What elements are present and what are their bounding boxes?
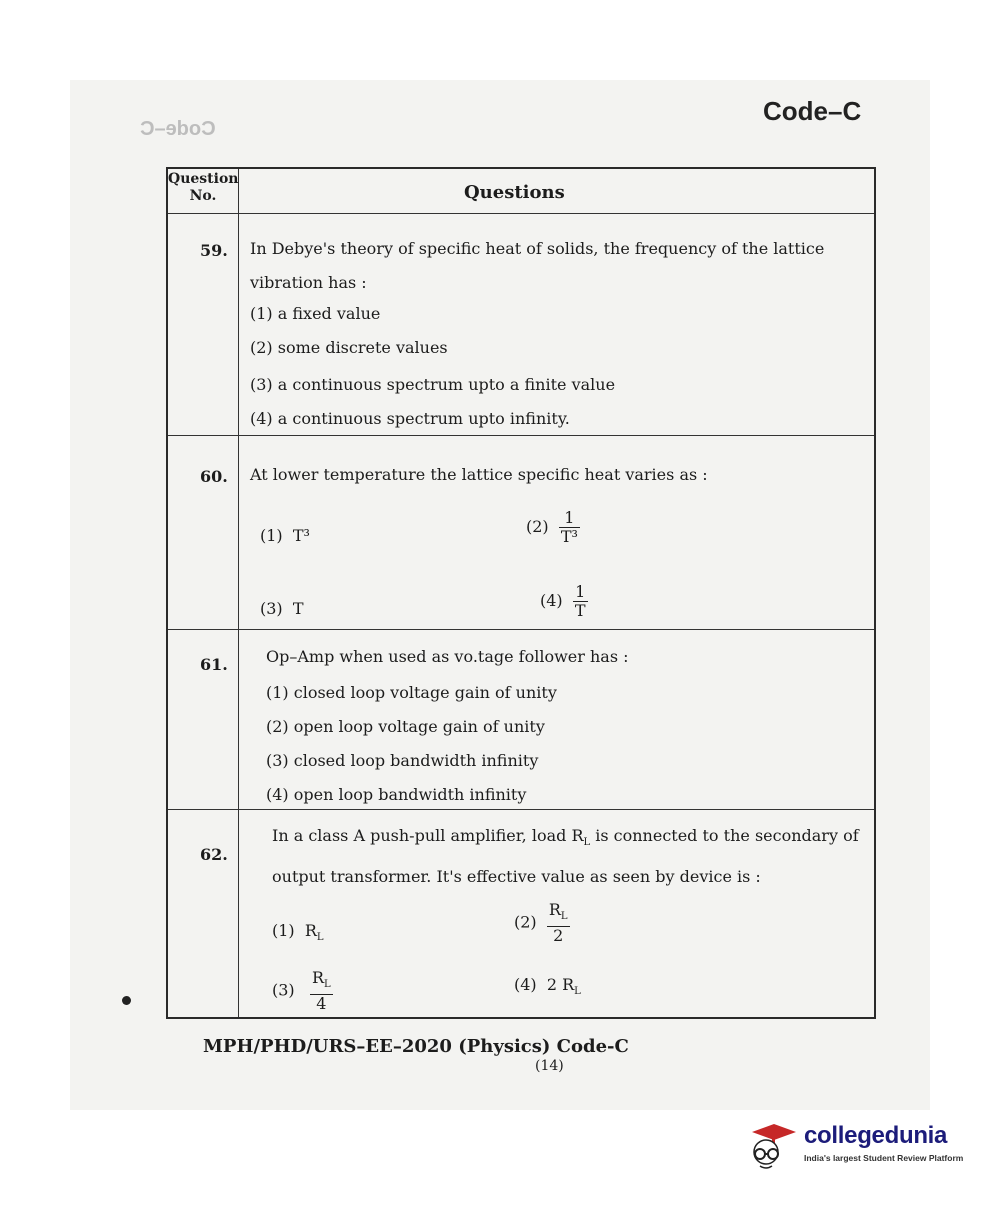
mascot-icon: [744, 1118, 800, 1174]
question-60-option-1: (1) T³: [260, 526, 310, 545]
question-59-option-3: (3) a continuous spectrum upto a finite value: [250, 375, 616, 394]
question-62-option-4: (4) 2 $R_L$: [514, 975, 581, 998]
question-59-option-1: (1) a fixed value: [250, 304, 381, 323]
question-table: [166, 167, 876, 1019]
paper-footer: MPH/PHD/URS–EE–2020 (Physics) Code-C: [203, 1036, 629, 1057]
question-61-number: 61.: [200, 655, 228, 674]
question-59-option-2: (2) some discrete values: [250, 338, 448, 357]
header-divider: [168, 213, 874, 214]
question-60-text: At lower temperature the lattice specific heat varies as :: [250, 465, 708, 484]
question-62-option-1: (1) $R_L$: [272, 921, 324, 944]
brand-tagline: India's largest Student Review Platform: [804, 1153, 964, 1163]
question-62-option-3: (3) $\frac{R_L}{4}$: [272, 968, 331, 1014]
brand-name: collegedunia: [804, 1122, 948, 1149]
question-61-option-4: (4) open loop bandwidth infinity: [266, 785, 527, 804]
question-61-text: Op–Amp when used as vo.tage follower has :: [266, 647, 629, 666]
question-60-option-2: (2) $\frac{1}{\text{T³}}$: [526, 508, 578, 546]
question-60-number: 60.: [200, 467, 228, 486]
ink-dot: [122, 996, 131, 1005]
question-61-option-2: (2) open loop voltage gain of unity: [266, 717, 545, 736]
column-divider: [238, 169, 239, 1017]
question-60-option-4: (4) $\frac{1}{T}$: [540, 582, 586, 620]
question-61-option-3: (3) closed loop bandwidth infinity: [266, 751, 539, 770]
question-60-option-3: (3) T: [260, 599, 304, 618]
question-61-option-1: (1) closed loop voltage gain of unity: [266, 683, 557, 702]
page-number: (14): [535, 1058, 564, 1074]
code-label: Code–C: [763, 96, 862, 126]
collegedunia-logo: [744, 1118, 974, 1180]
header-questions: Questions: [464, 182, 565, 203]
question-62-number: 62.: [200, 845, 228, 864]
question-59-option-4: (4) a continuous spectrum upto infinity.: [250, 409, 570, 428]
bleed-through-code: Code–C: [140, 118, 216, 140]
row-divider: [168, 435, 874, 436]
row-divider: [168, 809, 874, 810]
question-59-text: In Debye's theory of specific heat of solids, the frequency of the lattice vibration has :: [250, 239, 825, 292]
row-divider: [168, 629, 874, 630]
question-62-option-2: (2) $\frac{R_L}{2}$: [514, 900, 568, 946]
header-question-no: Question No.: [168, 171, 239, 204]
question-59-number: 59.: [200, 241, 228, 260]
question-62-text: In a class A push-pull amplifier, load $R_L$ is connected to the secondary of output transformer. It's effective value as seen by device is :: [272, 826, 859, 887]
